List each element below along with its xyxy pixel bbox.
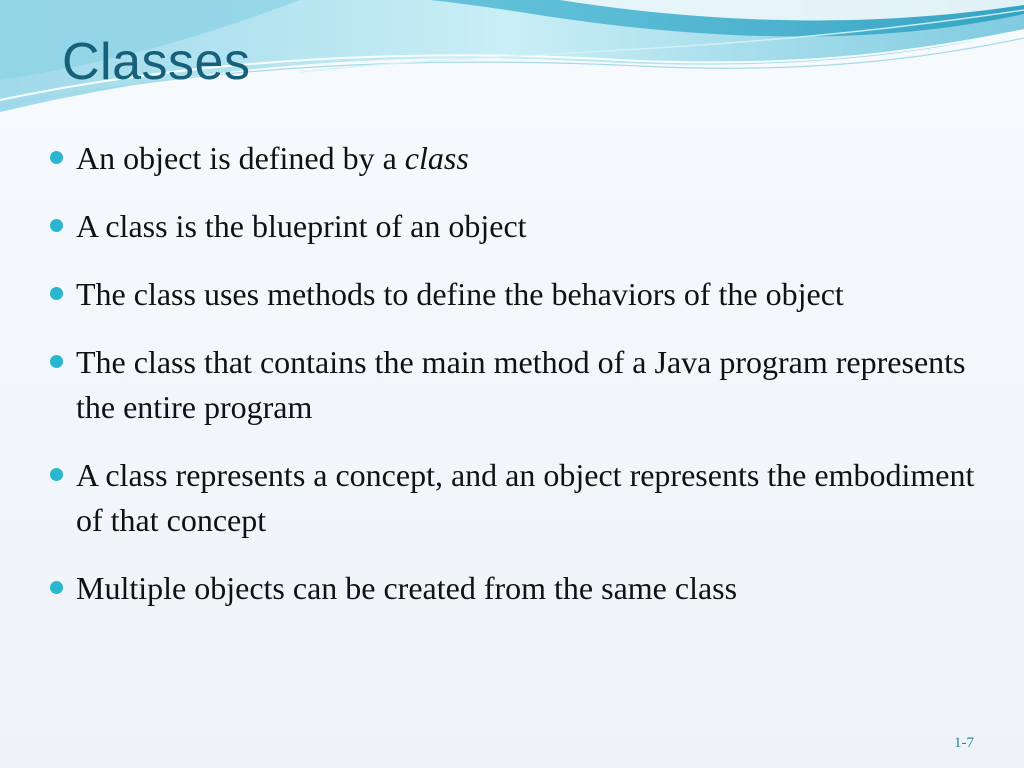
page-number: 1-7	[954, 735, 974, 751]
bullet-list	[48, 136, 998, 634]
bullet-item	[48, 566, 998, 611]
bullet-icon	[50, 219, 63, 232]
bullet-icon	[50, 151, 63, 164]
bullet-text: Multiple objects can be created from the same class	[76, 570, 738, 606]
bullet-emphasis: class	[404, 140, 469, 176]
bullet-text: The class uses methods to define the behaviors of the object	[76, 276, 844, 312]
bullet-item	[48, 136, 998, 181]
bullet-icon	[50, 581, 63, 594]
bullet-text: A class represents a concept, and an object represents the embodiment of that concept	[76, 457, 975, 538]
bullet-icon	[50, 287, 63, 300]
bullet-text: An object is defined by a	[76, 140, 405, 176]
bullet-icon	[50, 468, 63, 481]
bullet-item	[48, 340, 998, 430]
bullet-text: A class is the blueprint of an object	[76, 208, 527, 244]
bullet-item	[48, 272, 998, 317]
bullet-icon	[50, 355, 63, 368]
slide-title: Classes	[62, 33, 251, 91]
bullet-item	[48, 453, 998, 543]
bullet-item	[48, 204, 998, 249]
bullet-text: The class that contains the main method of a Java program represents the entire program	[76, 344, 966, 425]
